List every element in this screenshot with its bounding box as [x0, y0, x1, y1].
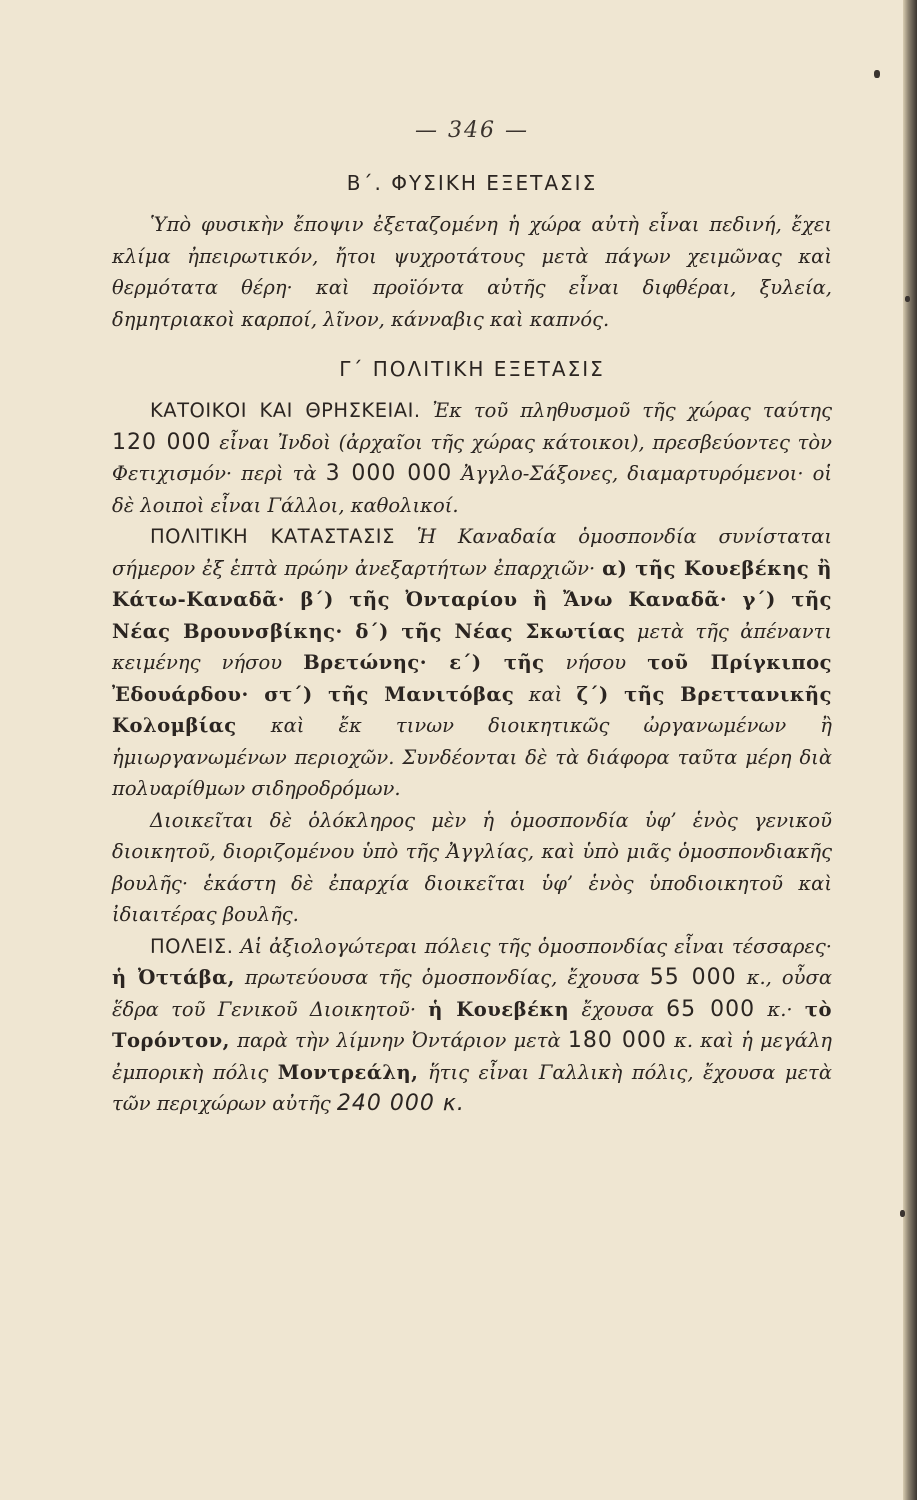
- city-name: Μοντρεάλη,: [277, 1060, 419, 1084]
- residents-label: ΚΑΤΟΙΚΟΙ ΚΑΙ ΘΡΗΣΚΕΙΑΙ.: [150, 399, 421, 422]
- section-b-paragraph: Ὑπὸ φυσικὴν ἔποψιν ἐξεταζομένη ἡ χώρα αὐτὴ εἶναι πεδινή, ἔχει κλίμα ἠπειρωτικόν, ἤτοι ψυχροτάτους μετὰ πάγων χειμῶνας καὶ θερμότατα θέρη· καὶ προϊόντα αὐτῆς εἶναι διφθέραι, ξυλεία, δημητριακοὶ καρποί, λῖνον, κάνναβις καὶ καπνός.: [112, 213, 832, 331]
- province-name: ε΄) τῆς: [427, 651, 545, 674]
- province-name: β΄) τῆς Ὀνταρίου ἢ Ἄνω Καναδᾶ·: [285, 588, 728, 611]
- political-label: ΠΟΛΙΤΙΚΗ ΚΑΤΑΣΤΑΣΙΣ: [150, 525, 395, 548]
- province-name: α) τῆς Κουεβέκης ἢ Κάτω-Καναδᾶ·: [112, 556, 832, 611]
- text: κ.·: [755, 997, 805, 1021]
- province-name: στ΄) τῆς Μανιτόβας: [248, 682, 515, 706]
- population-number: 3 000 000: [325, 461, 453, 486]
- page-edge: [903, 0, 917, 1500]
- text: ἥτις εἶναι Γαλλικὴ πόλις, ἔχουσα μετὰ τῶν περιχώρων αὐτῆς: [112, 1060, 832, 1115]
- text: πρωτεύουσα τῆς ὁμοσπονδίας, ἔχουσα: [234, 966, 650, 989]
- political-paragraph: [112, 521, 832, 805]
- text: ἔχουσα: [569, 997, 667, 1021]
- province-name: δ΄) τῆς Νέας Σκωτίας: [342, 619, 626, 643]
- province-name: τοῦ Πρίγκιπος Ἐδουάρδου·: [112, 651, 832, 706]
- population-number: 120 000: [112, 429, 212, 455]
- text: Ἡ Καναδαία ὁμοσπονδία συνίσταται σήμερον ἐξ ἑπτὰ πρώην ἀνεξαρτήτων ἐπαρχιῶν·: [112, 525, 832, 580]
- residents-paragraph: [112, 395, 832, 521]
- text: παρὰ τὴν λίμνην Ὀντάριον μετὰ: [229, 1029, 568, 1052]
- population-number: 240 000 κ.: [336, 1091, 465, 1116]
- text: Αἱ ἀξιολογώτεραι πόλεις τῆς ὁμοσπονδίας εἶναι τέσσαρες·: [233, 934, 832, 958]
- province-name: γ΄) τῆς Νέας Βρουνσβίκης·: [112, 588, 832, 643]
- city-name: ἡ Ὀττάβα,: [112, 966, 235, 989]
- administration-paragraph: Διοικεῖται δὲ ὁλόκληρος μὲν ἡ ὁμοσπονδία ὑφ’ ἑνὸς γενικοῦ διοικητοῦ, διοριζομένου ὑπὸ τῆς Ἀγγλίας, καὶ ὑπὸ μιᾶς ὁμοσπονδιακῆς βουλῆς· ἑκάστη δὲ ἐπαρχία διοικεῖται ὑφ’ ἑνὸς ὑποδιοικητοῦ καὶ ἰδιαιτέρας βουλῆς.: [112, 808, 832, 926]
- text: νήσου: [544, 651, 648, 674]
- section-c-heading: Γ΄ ΠΟΛΙΤΙΚΗ ΕΞΕΤΑΣΙΣ: [339, 357, 605, 381]
- cities-paragraph: [112, 931, 832, 1120]
- text: Ἀγγλο-Σάξονες, διαμαρτυρόμενοι· οἱ δὲ λοιποὶ εἶναι Γάλλοι, καθολικοί.: [112, 462, 832, 517]
- text: μετὰ τῆς ἀπέναντι κειμένης νήσου: [112, 619, 832, 674]
- page-number: — 346 —: [415, 118, 529, 143]
- province-name: ζ΄) τῆς Βρεττανικῆς Κολομβίας: [112, 682, 832, 737]
- population-number: 55 000: [649, 965, 737, 990]
- ink-speck: [905, 296, 910, 302]
- section-b-heading: Β΄. ΦΥΣΙΚΗ ΕΞΕΤΑΣΙΣ: [346, 171, 598, 195]
- island-name: Βρετώνης·: [303, 651, 428, 674]
- population-number: 180 000: [567, 1028, 667, 1053]
- population-number: 65 000: [666, 996, 756, 1022]
- ink-speck: [900, 1210, 905, 1217]
- text: καὶ ἔκ τινων διοικητικῶς ὠργανωμένων ἢ ἡμιωργανωμένων περιοχῶν. Συνδέονται δὲ τὰ διάφορα ταῦτα μέρη διὰ πολυαρίθμων σιδηροδρόμων.: [112, 714, 832, 800]
- text: κ., οὖσα ἕδρα τοῦ Γενικοῦ Διοικητοῦ·: [112, 966, 833, 1021]
- text: εἶναι Ἰνδοὶ (ἀρχαῖοι τῆς χώρας κάτοικοι), πρεσβεύοντες τὸν Φετιχισμόν· περὶ τὰ: [112, 430, 832, 485]
- cities-label: ΠΟΛΕΙΣ.: [150, 934, 234, 958]
- ink-speck: [874, 70, 880, 78]
- page-content: [112, 118, 832, 1120]
- city-name: ἡ Κουεβέκη: [428, 997, 570, 1021]
- text: Ἐκ τοῦ πληθυσμοῦ τῆς χώρας ταύτης: [420, 399, 832, 422]
- city-name: τὸ Τορόντον,: [112, 997, 833, 1052]
- text: καὶ: [514, 682, 577, 706]
- text: κ. καὶ ἡ μεγάλη ἐμπορικὴ πόλις: [112, 1029, 832, 1084]
